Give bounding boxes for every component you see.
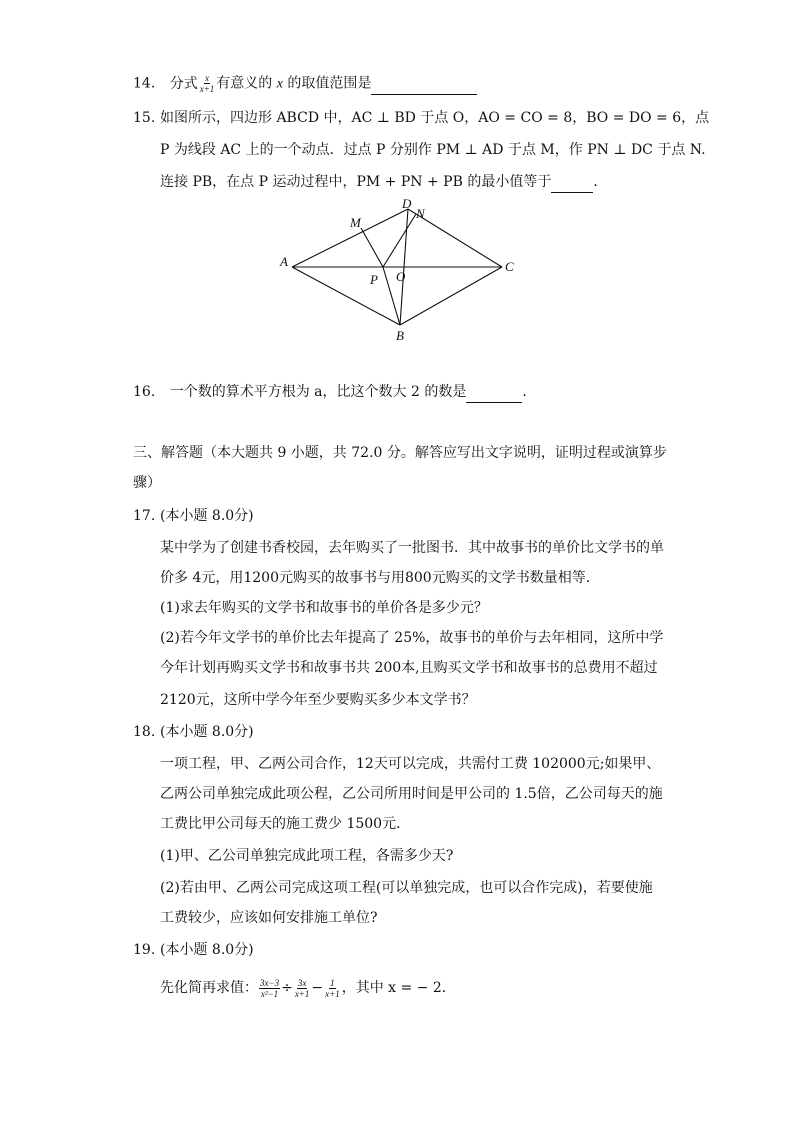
fraction xyxy=(324,978,341,999)
question-line: 一项工程，甲、乙两公司合作，12天可以完成，共需付工费 102000元;如果甲、 xyxy=(160,756,661,772)
answer-blank[interactable] xyxy=(371,74,477,95)
question-number: 15. xyxy=(133,110,156,126)
fraction xyxy=(199,73,216,94)
label-M: M xyxy=(350,215,361,230)
fraction-denominator: x+1 xyxy=(199,84,215,94)
question-line xyxy=(160,975,456,1001)
label-O: O xyxy=(396,269,406,284)
label-P: P xyxy=(370,272,378,287)
operator: − xyxy=(311,980,324,996)
question-line: 某中学为了创建书香校园，去年购买了一批图书．其中故事书的单价比文学书的单 xyxy=(160,540,664,556)
label-A: A xyxy=(280,254,288,269)
score-note: (本小题 8.0分) xyxy=(160,942,254,958)
sub-question: (1)甲、乙公司单独完成此项工程，各需多少天? xyxy=(160,848,454,864)
fraction-denominator: x+1 xyxy=(294,988,310,999)
punctuation: ． xyxy=(593,174,608,190)
segment-BA xyxy=(292,267,400,325)
question-line: P 为线段 AC 上的一个动点．过点 P 分别作 PM ⊥ AD 于点 M，作 PN ⊥ DC 于点 N. xyxy=(160,142,706,158)
fraction-numerator: 1 xyxy=(330,977,335,988)
question-text: 连接 PB，在点 P 运动过程中，PM + PN + PB 的最小值等于 xyxy=(160,174,552,190)
question-line: 价多 4元，用1200元购买的故事书与用800元购买的文学书数量相等． xyxy=(160,570,600,586)
score-note: (本小题 8.0分) xyxy=(160,508,254,524)
question-text: 一个数的算术平方根为 a，比这个数大 2 的数是 xyxy=(169,384,467,400)
question-14 xyxy=(133,73,477,95)
question-line xyxy=(160,172,607,193)
fraction-numerator: x xyxy=(205,73,209,83)
question-line: 工费比甲公司每天的施工费少 1500元． xyxy=(160,816,411,832)
answer-blank[interactable] xyxy=(466,382,522,403)
fraction-numerator: 3x xyxy=(297,977,307,988)
question-line: 工费较少，应该如何安排施工单位? xyxy=(160,910,378,926)
operator: ÷ xyxy=(281,980,293,996)
fraction-numerator: 3x−3 xyxy=(260,977,280,988)
question-number: 19. xyxy=(133,942,156,958)
variable: x xyxy=(276,76,283,92)
fraction-denominator: x²−1 xyxy=(260,988,279,999)
fraction xyxy=(259,978,280,999)
answer-blank[interactable] xyxy=(551,172,593,193)
geometry-figure xyxy=(270,192,530,347)
question-number: 14. xyxy=(133,75,156,92)
segment-PN xyxy=(383,214,416,267)
question-line: 今年计划再购买文学书和故事书共 200本,且购买文学书和故事书的总费用不超过 xyxy=(160,660,658,676)
section-heading: 三、解答题（本大题共 9 小题，共 72.0 分。解答应写出文字说明，证明过程或演算步 xyxy=(133,445,667,461)
question-number: 16. xyxy=(133,384,156,400)
segment-CB xyxy=(400,267,502,325)
question-16 xyxy=(133,382,536,403)
question-text: 的取值范围是 xyxy=(287,75,372,92)
question-text: ，其中 x = − 2． xyxy=(341,980,456,996)
score-note: (本小题 8.0分) xyxy=(160,724,254,740)
question-line: 2120元，这所中学今年至少要购买多少本文学书？ xyxy=(160,692,476,708)
label-D: D xyxy=(402,196,412,211)
question-line: 如图所示，四边形 ABCD 中，AC ⊥ BD 于点 O，AO = CO = 8，BO = DO = 6，点 xyxy=(160,110,710,126)
sub-question: (1)求去年购买的文学书和故事书的单价各是多少元？ xyxy=(160,600,488,616)
section-heading-cont: 骤） xyxy=(133,475,161,491)
sub-question: (2)若今年文学书的单价比去年提高了 25%，故事书的单价与去年相同，这所中学 xyxy=(160,630,664,646)
fraction xyxy=(294,978,311,999)
question-number: 17. xyxy=(133,508,156,524)
question-text: 有意义的 xyxy=(216,75,273,92)
fraction-denominator: x+1 xyxy=(325,988,340,999)
label-B: B xyxy=(396,328,404,343)
sub-question: (2)若由甲、乙两公司完成这项工程(可以单独完成，也可以合作完成)，若要使施 xyxy=(160,880,653,896)
question-text: 先化简再求值： xyxy=(160,980,258,996)
label-C: C xyxy=(505,259,514,274)
question-line: 乙两公司单独完成此项公程，乙公司所用时间是甲公司的 1.5倍，乙公司每天的施 xyxy=(160,786,663,802)
question-number: 18. xyxy=(133,724,156,740)
label-N: N xyxy=(416,206,425,221)
question-text: 分式 xyxy=(169,75,198,92)
segment-PM xyxy=(361,228,383,267)
punctuation: ． xyxy=(522,384,537,400)
